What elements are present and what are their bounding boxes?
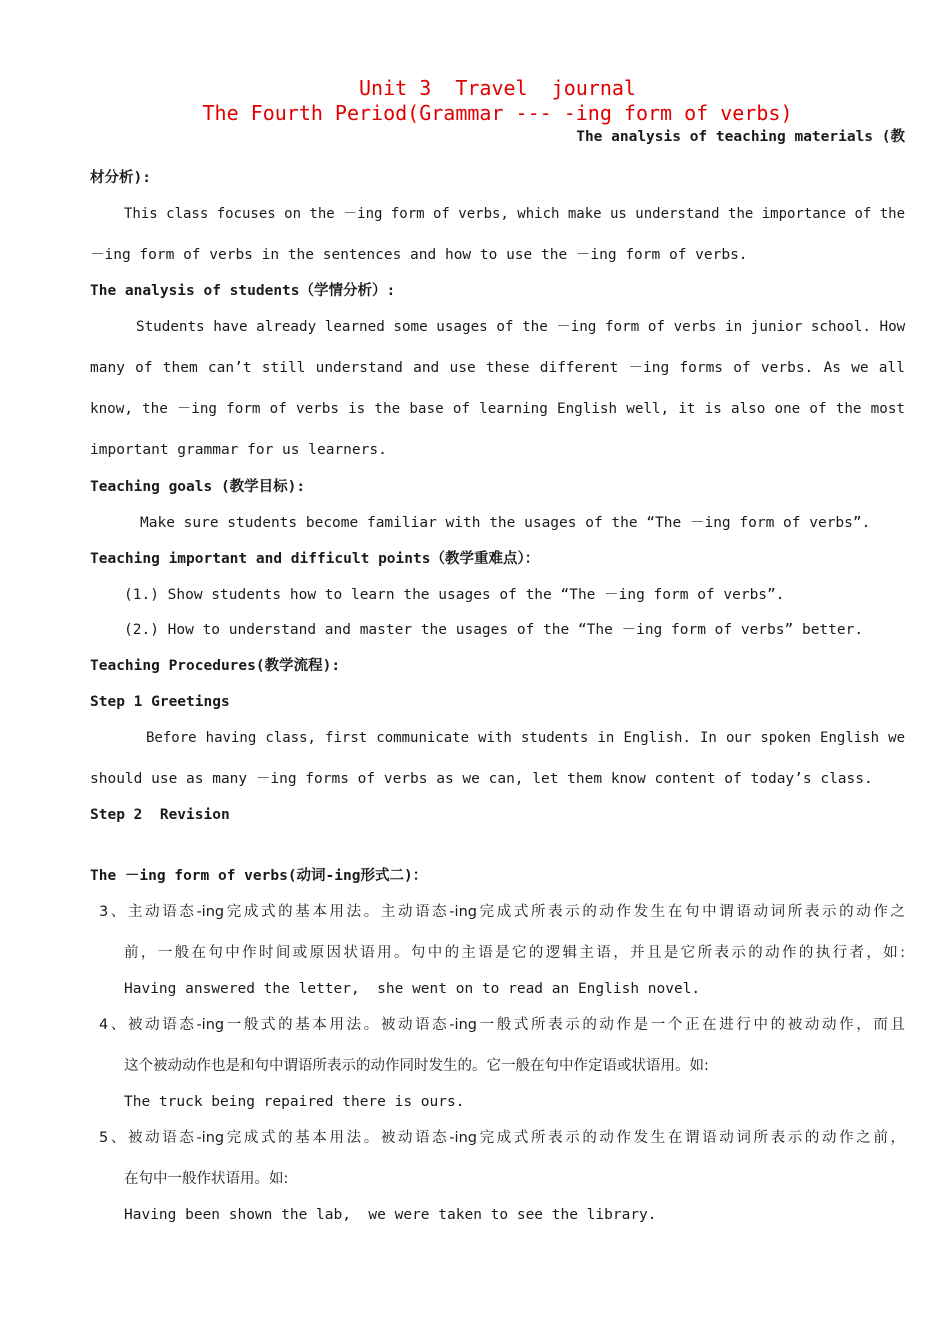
points-item-2: (2.) How to understand and master the usages of the “The －ing form of verbs” better. xyxy=(124,622,864,638)
points-heading: Teaching important and difficult points（教学重难点）： xyxy=(90,551,540,567)
step2-heading: Step 2 Revision xyxy=(90,807,230,823)
students-body-2: many of them can’t still understand and use these different －ing forms of verbs. As we all xyxy=(90,360,905,376)
period-title: The Fourth Period(Grammar --- -ing form of verbs) xyxy=(202,101,793,125)
materials-heading: The analysis of teaching materials (教 xyxy=(576,129,905,145)
item5-line-2: 在句中一般作状语用。如: xyxy=(124,1171,289,1187)
unit-title: Unit 3 Travel journal xyxy=(359,76,636,100)
item4-line-1: 4、被动语态-ing一般式的基本用法。被动语态-ing一般式所表示的动作是一个正在进行中的被动动作，而且 xyxy=(99,1017,905,1033)
step1-heading: Step 1 Greetings xyxy=(90,694,230,710)
students-body-3: know, the －ing form of verbs is the base of learning English well, it is also one of the most xyxy=(90,401,905,417)
item4-example: The truck being repaired there is ours. xyxy=(124,1094,465,1110)
students-heading: The analysis of students（学情分析）: xyxy=(90,283,396,299)
materials-body-1: This class focuses on the －ing form of verbs, which make us understand the importance of the xyxy=(124,206,906,222)
item5-example: Having been shown the lab, we were taken to see the library. xyxy=(124,1207,657,1223)
item4-line-2: 这个被动动作也是和句中谓语所表示的动作同时发生的。它一般在句中作定语或状语用。如: xyxy=(124,1058,709,1074)
item3-line-1: 3、主动语态-ing完成式的基本用法。主动语态-ing完成式所表示的动作发生在句中谓语动词所表示的动作之 xyxy=(99,904,905,920)
materials-body-2: －ing form of verbs in the sentences and how to use the －ing form of verbs. xyxy=(90,247,748,263)
document-page xyxy=(90,0,905,1344)
procedures-heading: Teaching Procedures(教学流程): xyxy=(90,658,341,674)
students-body-4: important grammar for us learners. xyxy=(90,442,387,458)
item5-line-1: 5、被动语态-ing完成式的基本用法。被动语态-ing完成式所表示的动作发生在谓语动词所表示的动作之前， xyxy=(99,1130,905,1146)
ing-form-heading: The －ing form of verbs(动词-ing形式二)： xyxy=(90,868,428,884)
materials-heading-cont: 材分析): xyxy=(90,170,151,186)
points-item-1: (1.) Show students how to learn the usages of the “The －ing form of verbs”. xyxy=(124,587,785,603)
item3-line-2: 前，一般在句中作时间或原因状语用。句中的主语是它的逻辑主语，并且是它所表示的动作的执行者，如: xyxy=(124,945,905,961)
step1-body-1: Before having class, first communicate with students in English. In our spoken English we xyxy=(146,730,905,746)
goals-heading: Teaching goals (教学目标): xyxy=(90,479,306,495)
students-body-1: Students have already learned some usages of the －ing form of verbs in junior school. How xyxy=(136,319,906,335)
step1-body-2: should use as many －ing forms of verbs as we can, let them know content of today’s class. xyxy=(90,771,873,787)
item3-example: Having answered the letter, she went on to read an English novel. xyxy=(124,981,701,997)
goals-body: Make sure students become familiar with the usages of the “The －ing form of verbs”. xyxy=(140,515,871,531)
